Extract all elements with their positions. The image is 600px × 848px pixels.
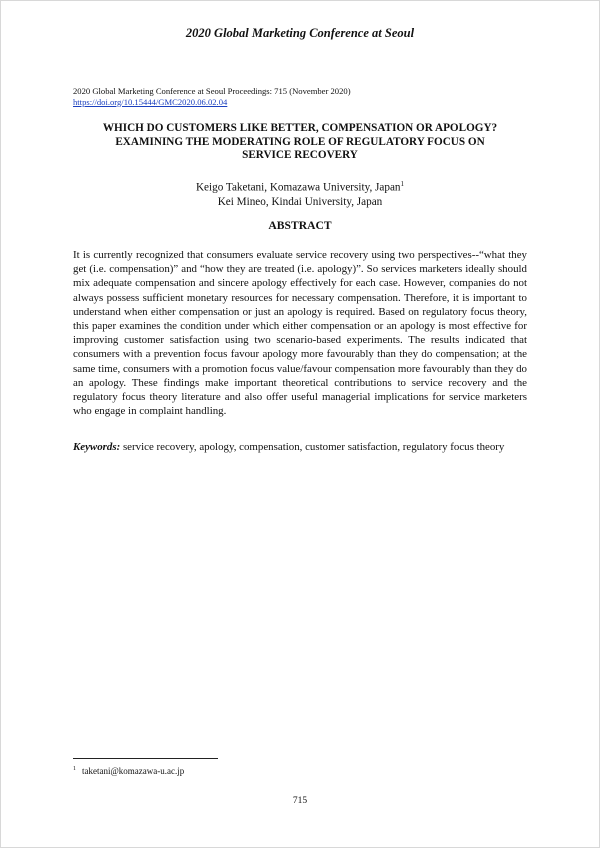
author-line <box>73 177 527 195</box>
proceedings-line: 2020 Global Marketing Conference at Seoul Proceedings: 715 (November 2020) <box>73 86 351 96</box>
keywords-label: Keywords: <box>73 441 121 453</box>
abstract-heading: ABSTRACT <box>268 219 332 232</box>
proceedings-citation <box>73 86 351 107</box>
title-line: EXAMINING THE MODERATING ROLE OF REGULATORY FOCUS ON <box>115 135 485 148</box>
footnote-divider <box>73 758 218 759</box>
footnote-number: 1 <box>73 766 76 772</box>
author-name: Kei Mineo, Kindai University, Japan <box>217 195 383 208</box>
author-line <box>73 195 527 209</box>
paper-title <box>73 122 527 163</box>
title-line: SERVICE RECOVERY <box>242 149 358 161</box>
title-line: WHICH DO CUSTOMERS LIKE BETTER, COMPENSATION OR APOLOGY? <box>102 122 498 134</box>
footnote-marker: 1 <box>400 180 405 188</box>
keywords <box>73 440 527 454</box>
running-header: 2020 Global Marketing Conference at Seoul <box>185 26 415 40</box>
doi-link[interactable]: https://doi.org/10.15444/GMC2020.06.02.04 <box>73 96 228 107</box>
abstract-body: It is currently recognized that consumers evaluate service recovery using two perspectives--“what they get (i.e. compensation)” and “how they are treated (i.e. apology)”. So services marketers ideally should mix adequate compensation and sincere apology effectively for each case. However, companies do not always possess sufficient monetary resources for necessary compensation. Therefore, it is important to understand when either compensation or just an apology is required. Based on regulatory focus theory, this paper examines the condition under which either compensation or an apology is most effective for improving customer satisfaction using two scenario-based experiments. The results indicated that consumers with a prevention focus favour apology more favourably than they do compensation; at the same time, consumers with a promotion focus value/favour compensation more favourably than they do an apology. These findings make important theoretical contributions to service recovery and the regulatory focus theory literature and also offer useful managerial implications for service marketers who engage in complaint handling. <box>73 249 527 418</box>
footnote <box>73 766 184 776</box>
footnote-email: taketani@komazawa-u.ac.jp <box>82 766 185 776</box>
author-list <box>73 177 527 209</box>
author-name: Keigo Taketani, Komazawa University, Japan <box>195 181 401 194</box>
page-number: 715 <box>292 796 308 806</box>
keywords-text: service recovery, apology, compensation, customer satisfaction, regulatory focus theory <box>122 441 505 453</box>
